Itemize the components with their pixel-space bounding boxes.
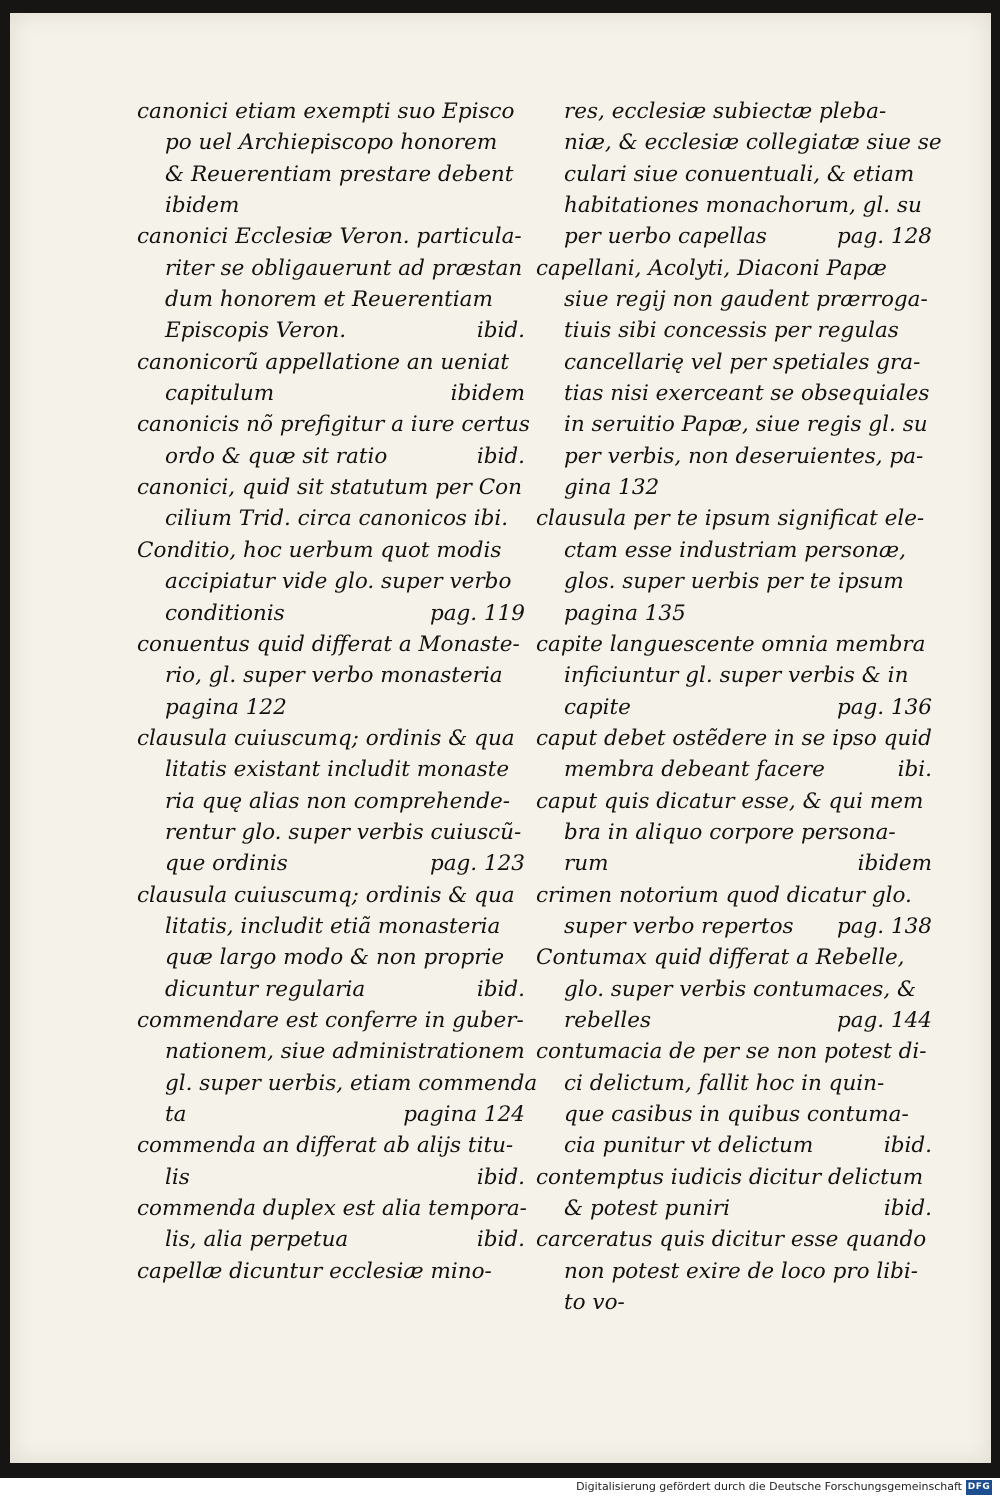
entry-text: litatis existant includit monaste [165, 757, 510, 783]
page-reference: pag. 123 [429, 851, 525, 877]
entry-text: siue regij non gaudent prærroga- [564, 287, 928, 313]
index-entry-continuation [137, 566, 525, 597]
index-entry-continuation [536, 378, 932, 409]
index-entry-continuation [536, 817, 932, 848]
page-reference: ibid. [476, 1164, 525, 1190]
index-entry-continuation [536, 409, 932, 440]
entry-text: per uerbo capellas [564, 224, 767, 250]
index-entry [536, 629, 932, 660]
index-entry-continuation [536, 284, 932, 315]
entry-text: que casibus in quibus contuma- [564, 1102, 909, 1127]
entry-text: caput debet ostẽdere in se ipso quid [536, 725, 932, 751]
entry-text: commenda an differat ab alijs titu- [137, 1133, 514, 1159]
page-reference: pag. 144 [836, 1007, 932, 1033]
index-entry-continuation [137, 441, 525, 472]
entry-text: ordo & quæ sit ratio [165, 443, 388, 469]
entry-text: ria quę alias non comprehende- [165, 788, 511, 814]
entry-text: pagina 122 [165, 694, 287, 720]
entry-text: gl. super uerbis, etiam commenda [165, 1070, 538, 1096]
index-entry-continuation [536, 315, 932, 346]
entry-text: glos. super uerbis per te ipsum [564, 569, 904, 595]
page-reference: ibi. [897, 757, 932, 783]
index-entry-continuation [137, 660, 525, 691]
entry-text: membra debeant facere [564, 757, 825, 783]
entry-text: rentur glo. super verbis cuiuscũ- [165, 819, 522, 845]
index-entry-continuation [536, 974, 932, 1005]
entry-text: capite [564, 694, 631, 720]
dfg-logo-icon: DFG [966, 1480, 992, 1495]
entry-text: ctam esse industriam personæ, [564, 537, 906, 563]
entry-text: super verbo repertos [564, 913, 794, 939]
entry-text: clausula per te ipsum significat ele- [536, 506, 925, 532]
index-entry-continuation [137, 1162, 525, 1193]
index-entry-continuation [137, 911, 525, 942]
index-column-right [536, 96, 942, 1318]
entry-text: quæ largo modo & non proprie [165, 945, 505, 971]
entry-text: dicuntur regularia [165, 976, 366, 1002]
entry-text: capite languescente omnia membra [536, 631, 926, 657]
index-entry [137, 221, 525, 252]
entry-text: dum honorem et Reuerentiam [165, 287, 493, 313]
entry-text: & Reuerentiam prestare debent [165, 161, 514, 187]
index-entry-continuation [536, 754, 932, 785]
entry-text: Contumax quid differat a Rebelle, [536, 945, 905, 971]
index-entry [137, 96, 525, 127]
index-entry [137, 1193, 525, 1224]
index-entry-continuation [536, 1099, 932, 1130]
entry-text: capellani, Acolyti, Diaconi Papæ [536, 255, 887, 281]
entry-text: caput quis dicatur esse, & qui mem [536, 788, 924, 814]
index-entry-continuation [137, 315, 525, 346]
index-entry-continuation [137, 817, 525, 848]
page-reference: ibid. [476, 443, 525, 469]
page-reference: pagina 124 [403, 1102, 525, 1127]
index-entry [137, 629, 525, 660]
index-entry [137, 880, 525, 911]
entry-text: bra in aliquo corpore persona- [564, 819, 896, 845]
entry-text: contumacia de per se non potest di- [536, 1039, 927, 1065]
funding-credit: Digitalisierung gefördert durch die Deutsche Forschungsgemeinschaft [576, 1480, 962, 1493]
index-entry-continuation [536, 535, 932, 566]
page-reference: pag. 128 [836, 224, 932, 250]
entry-text: per verbis, non deseruientes, pa- [564, 443, 924, 469]
page-reference: ibid. [883, 1196, 932, 1222]
index-entry-continuation [137, 127, 525, 158]
entry-text: nationem, siue administrationem [165, 1039, 525, 1065]
index-entry [536, 942, 932, 973]
entry-text: Episcopis Veron. [165, 318, 347, 344]
page-reference: pag. 119 [429, 600, 525, 626]
entry-text: conditionis [165, 600, 285, 626]
entry-text: capitulum [165, 381, 275, 407]
index-entry [536, 1162, 932, 1193]
index-entry-continuation [536, 96, 932, 127]
entry-text: in seruitio Papæ, siue regis gl. su [564, 412, 928, 438]
index-entry-continuation [137, 190, 525, 221]
entry-text: canonici etiam exempti suo Episco [137, 99, 515, 124]
index-entry-continuation [536, 1256, 932, 1287]
index-entry-continuation [536, 1193, 932, 1224]
index-entry-continuation [137, 1036, 525, 1067]
entry-text: ibidem [165, 193, 240, 219]
index-entry-continuation [137, 942, 525, 973]
entry-text: po uel Archiepiscopo honorem [165, 130, 498, 156]
book-page [10, 13, 991, 1463]
entry-text: litatis, includit etiã monasteria [165, 913, 501, 939]
index-entry [137, 1256, 525, 1287]
entry-text: riter se obligauerunt ad præstan [165, 255, 523, 281]
index-entry-continuation [137, 754, 525, 785]
index-entry [137, 1005, 525, 1036]
index-entry [536, 253, 932, 284]
index-entry-continuation [536, 190, 932, 221]
entry-text: tias nisi exerceant se obsequiales [564, 381, 930, 407]
index-entry [536, 503, 932, 534]
entry-text: non potest exire de loco pro libi- [564, 1258, 919, 1284]
index-entry [137, 723, 525, 754]
index-entry-continuation [137, 503, 525, 534]
index-entry-continuation [536, 598, 932, 629]
index-entry [536, 723, 932, 754]
index-entry-continuation [536, 441, 932, 472]
index-entry-continuation [536, 911, 932, 942]
digitization-footer [0, 1478, 1000, 1498]
entry-text: Conditio, hoc uerbum quot modis [137, 537, 502, 563]
index-entry-continuation [536, 1068, 932, 1099]
index-entry [137, 535, 525, 566]
index-entry-continuation [536, 566, 932, 597]
page-reference: ibidem [857, 851, 932, 877]
entry-text: canonicis nõ prefigitur a iure certus [137, 412, 530, 438]
index-entry [536, 1036, 932, 1067]
index-column-left [137, 96, 538, 1287]
entry-text: conuentus quid differat a Monaste- [137, 631, 520, 657]
entry-text: cilium Trid. circa canonicos ibi. [165, 506, 509, 532]
entry-text: que ordinis [165, 851, 288, 877]
index-entry-continuation [536, 1005, 932, 1036]
entry-text: commenda duplex est alia tempora- [137, 1196, 527, 1222]
entry-text: cia punitur vt delictum [564, 1133, 814, 1159]
entry-text: ta [165, 1102, 187, 1127]
entry-text: to vo- [564, 1290, 625, 1316]
index-entry [536, 786, 932, 817]
index-entry-continuation [536, 692, 932, 723]
page-reference: ibid. [476, 1227, 525, 1253]
page-reference: ibid. [476, 318, 525, 344]
index-entry-continuation [137, 284, 525, 315]
entry-text: crimen notorium quod dicatur glo. [536, 882, 912, 908]
entry-text: accipiatur vide glo. super verbo [165, 569, 512, 595]
entry-text: tiuis sibi concessis per regulas [564, 318, 899, 344]
entry-text: ci delictum, fallit hoc in quin- [564, 1070, 885, 1096]
page-reference: ibid. [476, 976, 525, 1002]
index-entry-continuation [137, 786, 525, 817]
entry-text: clausula cuiuscumq; ordinis & qua [137, 725, 515, 751]
entry-text: clausula cuiuscumq; ordinis & qua [137, 882, 515, 908]
entry-text: canonici Ecclesiæ Veron. particula- [137, 224, 522, 250]
entry-text: contemptus iudicis dicitur delictum [536, 1164, 924, 1190]
entry-text: pagina 135 [564, 600, 686, 626]
page-reference: pag. 136 [836, 694, 932, 720]
index-entry [137, 409, 530, 440]
index-entry-continuation [536, 221, 932, 252]
entry-text: commendare est conferre in guber- [137, 1007, 524, 1033]
index-entry-continuation [536, 660, 932, 691]
entry-text: canonicorũ appellatione an ueniat [137, 349, 510, 375]
index-entry-continuation [137, 1224, 525, 1255]
index-entry-continuation [536, 1130, 932, 1161]
entry-text: rum [564, 851, 609, 877]
index-entry-continuation [536, 472, 932, 503]
index-entry [536, 1224, 932, 1255]
index-entry-continuation [536, 159, 932, 190]
index-entry-continuation [536, 1287, 932, 1318]
entry-text: & potest puniri [564, 1196, 731, 1222]
entry-text: capellæ dicuntur ecclesiæ mino- [137, 1258, 492, 1284]
entry-text: lis, alia perpetua [165, 1227, 349, 1253]
index-entry-continuation [536, 848, 932, 879]
index-entry-continuation [536, 127, 942, 158]
entry-text: carceratus quis dicitur esse quando [536, 1227, 927, 1253]
entry-text: rio, gl. super verbo monasteria [165, 663, 503, 689]
index-entry-continuation [137, 598, 525, 629]
index-entry-continuation [137, 1068, 538, 1099]
index-entry-continuation [137, 1099, 525, 1130]
entry-text: rebelles [564, 1007, 651, 1033]
index-entry-continuation [137, 848, 525, 879]
index-entry [137, 472, 525, 503]
entry-text: res, ecclesiæ subiectæ pleba- [564, 99, 887, 124]
page-reference: ibid. [883, 1133, 932, 1159]
page-reference: ibidem [450, 381, 525, 407]
index-entry-continuation [137, 692, 525, 723]
entry-text: glo. super verbis contumaces, & [564, 976, 917, 1002]
entry-text: cancellarię vel per spetiales gra- [564, 349, 921, 375]
entry-text: gina 132 [564, 475, 660, 501]
page-reference: pag. 138 [836, 913, 932, 939]
index-entry-continuation [536, 347, 932, 378]
index-entry-continuation [137, 159, 525, 190]
entry-text: habitationes monachorum, gl. su [564, 193, 922, 219]
entry-text: lis [165, 1164, 190, 1190]
entry-text: canonici, quid sit statutum per Con [137, 475, 522, 501]
index-entry [536, 880, 932, 911]
entry-text: niæ, & ecclesiæ collegiatæ siue se [564, 130, 942, 156]
index-entry-continuation [137, 378, 525, 409]
index-entry-continuation [137, 253, 525, 284]
entry-text: inficiuntur gl. super verbis & in [564, 663, 909, 689]
index-entry [137, 347, 525, 378]
entry-text: culari siue conuentuali, & etiam [564, 161, 915, 187]
index-entry [137, 1130, 525, 1161]
index-entry-continuation [137, 974, 525, 1005]
